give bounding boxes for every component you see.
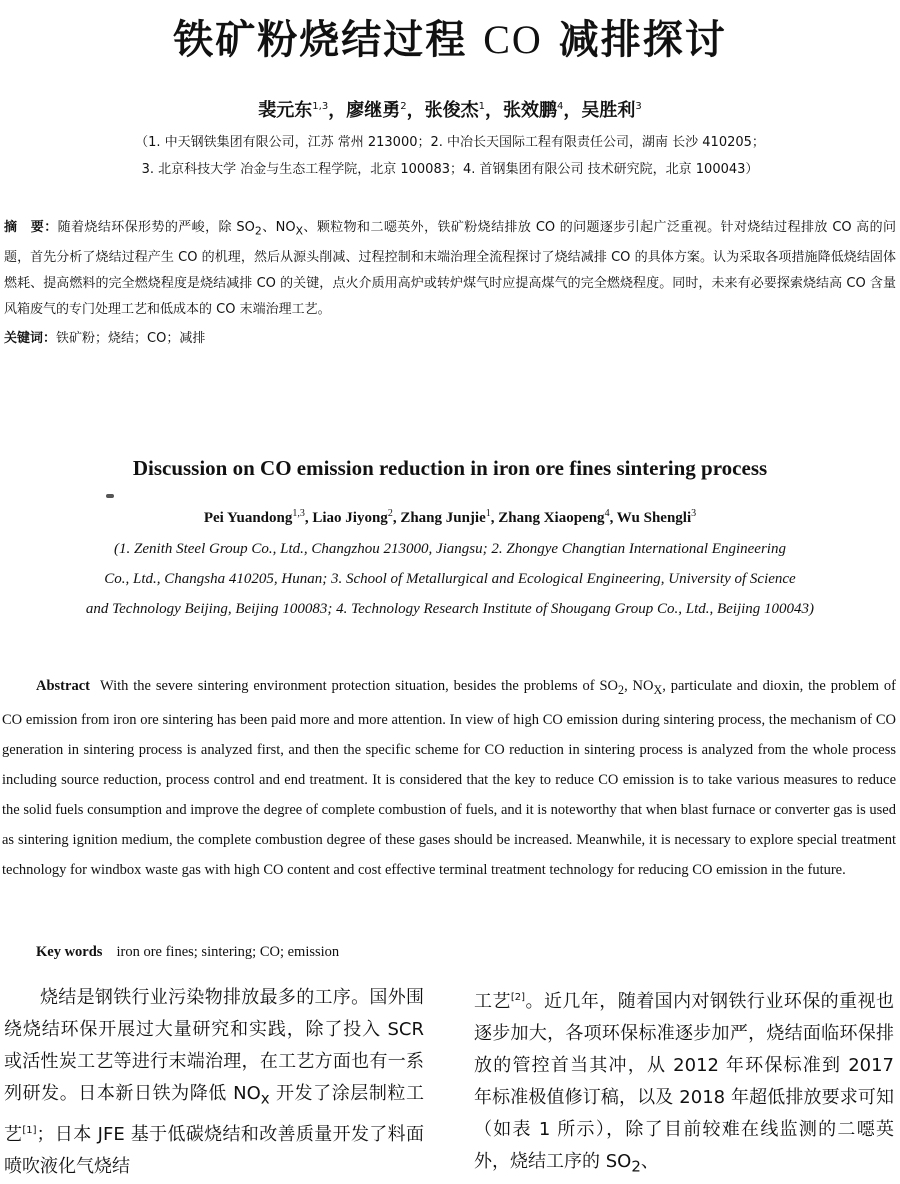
cn-abstract-text-c: 、颗粒物和二噁英外，铁矿粉烧结排放 CO 的问题逐步引起广泛重视。针对烧结过程排放 CO 高的问题，首先分析了烧结过程产生 CO 的机理，然后从源头削减、过程控制和末端治理全流程探讨了烧结减排 CO 的具体方案。认为采取各项措施降低烧结固体燃耗、提高燃料的完全燃烧程度是烧结减排 CO 的关键，点火介质用高炉或转炉煤气时应提高煤气的完全燃烧程度。同时，未来有必要探索烧结高 CO 含量风箱废气的专门处理工艺和低成本的 CO 末端治理工艺。 <box>4 220 896 317</box>
cn-title-latin: CO <box>483 17 543 62</box>
en-affiliation-line-1: (1. Zenith Steel Group Co., Ltd., Changzhou 213000, Jiangsu; 2. Zhongye Changtian International Engineering <box>114 541 786 557</box>
en-author-sup: 2 <box>387 508 393 519</box>
en-affiliation-line-2: Co., Ltd., Changsha 410205, Hunan; 3. School of Metallurgical and Ecological Engineering, University of Science <box>104 571 796 587</box>
body-right-sub-2: 2 <box>631 1157 641 1176</box>
body-left-text-a: 烧结是钢铁行业污染物排放最多的工序。国外围绕烧结环保开展过大量研究和实践，除了投入 SCR 或活性炭工艺等进行末端治理，在工艺方面也有一系列研发。日本新日铁为降低 NO <box>4 987 424 1104</box>
english-authors: Pei Yuandong$^{1,3}$, Liao Jiyong$^2$, Zhang Junjie$^1$, Zhang Xiaopeng$^4$, Wu Shengli$^3$ <box>203 508 697 526</box>
english-keywords <box>36 944 896 961</box>
en-keywords-label: Key words <box>36 944 103 960</box>
en-keywords-text: iron ore fines; sintering; CO; emission <box>116 944 340 960</box>
chinese-authors: 裴元东$^{1,3}$，廖继勇$^2$，张俊杰$^1$，张效鹏$^4$，吴胜利$^3$ <box>258 100 642 121</box>
en-author-name: Wu Shengli <box>616 510 692 526</box>
cn-keywords-label: 关键词： <box>4 331 57 346</box>
chinese-abstract <box>4 215 896 323</box>
body-column-right <box>474 982 894 1183</box>
en-author-sup: 4 <box>604 508 610 519</box>
cn-keywords-text: 铁矿粉；烧结；CO；减排 <box>56 331 206 346</box>
en-author-name: Liao Jiyong <box>312 510 388 526</box>
cn-author-name: 吴胜利 <box>581 100 636 121</box>
print-speck <box>106 494 114 498</box>
body-right-text-a: 工艺 <box>474 991 511 1012</box>
en-author-sup: 3 <box>691 508 697 519</box>
cn-title-part1: 铁矿粉烧结过程 <box>173 17 468 63</box>
cn-abstract-sub-2: 2 <box>254 224 262 238</box>
cn-author-sup: 1 <box>478 101 485 112</box>
cn-author-sup: 4 <box>556 101 564 112</box>
cn-author-sup: 3 <box>635 101 642 112</box>
en-abstract-sub-2: 2 <box>618 682 625 697</box>
en-abstract-text-b: , NO <box>624 678 654 694</box>
en-author-name: Zhang Xiaopeng <box>498 510 605 526</box>
en-abstract-text-a: With the severe sintering environment protection situation, besides the problems of SO <box>99 678 619 694</box>
body-right-text-b: 。近几年，随着国内对钢铁行业环保的重视也逐步加大，各项环保标准逐步加严，烧结面临环保排放的管控首当其冲，从 2012 年环保标准到 2017 年标准极值修订稿，以及 2018 年超低排放要求可知（如表 1 所示），除了目前较难在线监测的二噁英外，烧结工序的 SO <box>474 991 895 1172</box>
cn-author-name: 裴元东 <box>258 100 313 121</box>
cn-abstract-text-a: 随着烧结环保形势的严峻，除 SO <box>57 220 255 235</box>
cn-author-name: 张效鹏 <box>502 100 557 121</box>
cn-author-sup: 1,3 <box>312 101 329 112</box>
en-author-name: Zhang Junjie <box>400 510 486 526</box>
body-left-text-c: ；日本 JFE 基于低碳烧结和改善质量开发了料面喷吹液化气烧结 <box>4 1123 425 1177</box>
body-left-text-b: 开发了涂层制粒工艺 <box>4 1083 424 1145</box>
citation-ref-2: [2] <box>510 992 526 1003</box>
chinese-title <box>0 8 900 65</box>
cn-affiliation-line-1: （1. 中天钢铁集团有限公司，江苏 常州 213000；2. 中冶长天国际工程有限责任公司，湖南 长沙 410205； <box>135 135 765 150</box>
english-title: Discussion on CO emission reduction in iron ore fines sintering process <box>132 456 768 480</box>
english-abstract <box>2 671 896 885</box>
cn-abstract-sub-x: X <box>295 224 304 238</box>
cn-affiliation-line-2: 3. 北京科技大学 冶金与生态工程学院，北京 100083；4. 首钢集团有限公司 技术研究院，北京 100043） <box>141 162 759 177</box>
en-abstract-sub-x: X <box>653 682 663 697</box>
cn-abstract-text-b: 、NO <box>261 220 296 235</box>
chinese-keywords <box>4 327 896 346</box>
en-affiliation-line-3: and Technology Beijing, Beijing 100083; 4. Technology Research Institute of Shougang Group Co., Ltd., Beijing 100043) <box>85 601 815 617</box>
cn-author-name: 廖继勇 <box>346 100 401 121</box>
en-author-sup: 1,3 <box>292 508 305 519</box>
cn-author-name: 张俊杰 <box>424 100 479 121</box>
body-right-text-c: 、 <box>640 1151 659 1172</box>
cn-title-part2: 减排探讨 <box>558 17 727 63</box>
en-author-name: Pei Yuandong <box>203 510 293 526</box>
en-abstract-label: Abstract <box>36 678 90 694</box>
en-author-sup: 1 <box>485 508 491 519</box>
cn-abstract-label: 摘 要： <box>4 220 58 235</box>
cn-author-sup: 2 <box>400 101 407 112</box>
body-left-sub-x: x <box>260 1089 270 1108</box>
citation-ref-1: [1] <box>22 1124 37 1136</box>
body-column-left <box>4 982 424 1183</box>
en-abstract-text-c: , particulate and dioxin, the problem of CO emission from iron ore sintering has been paid more and more attention. In view of high CO emission during sintering process, the mechanism of CO generation in sintering process is analyzed first, and then the specific scheme for CO reduction in sintering process is analyzed from the whole process including source reduction, process control and end treatment. It is considered that the key to reduce CO emission is to take various measures to reduce the solid fuels consumption and improve the degree of complete combustion of fuels, and it is noteworthy that when blast furnace or converter gas is used as sintering ignition medium, the complete combustion degree of these gases should be increased. Meanwhile, it is necessary to explore special treatment technology for windbox waste gas with high CO content and cost effective terminal treatment technology for reducing CO emission in the future. <box>2 678 896 878</box>
